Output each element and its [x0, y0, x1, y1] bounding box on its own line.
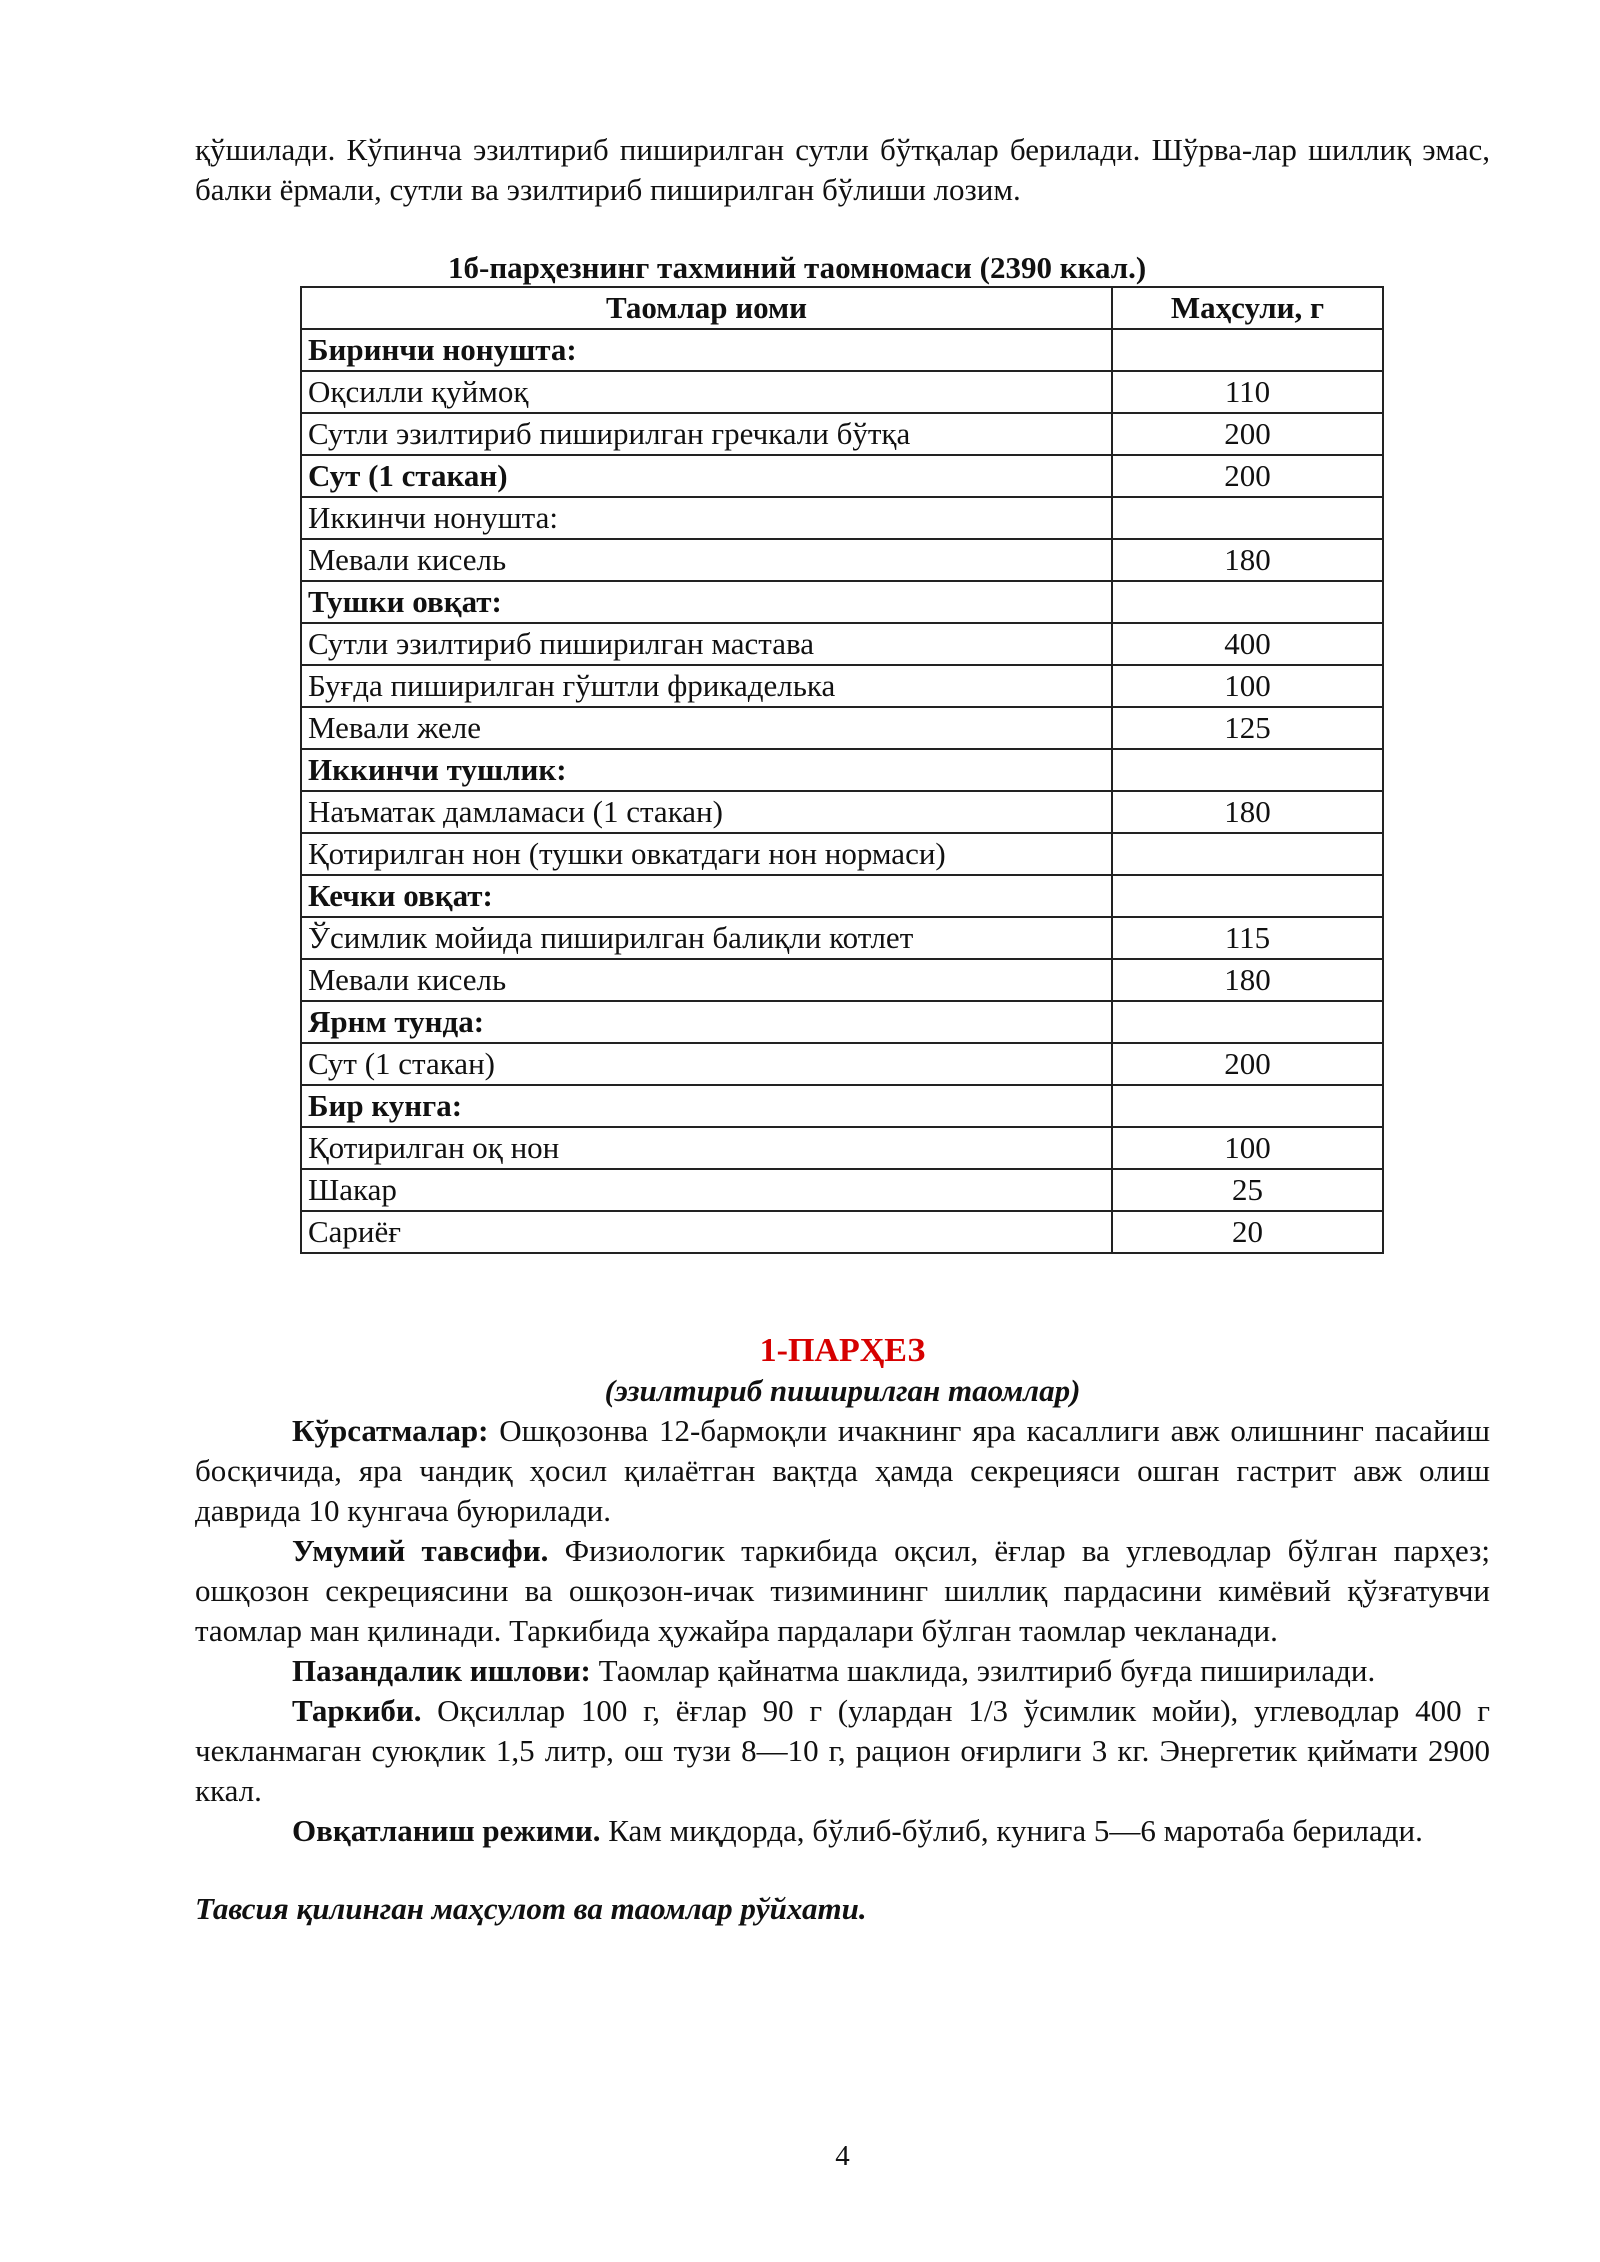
amount-cell: 180 [1112, 791, 1383, 833]
amount-cell: 25 [1112, 1169, 1383, 1211]
composition-label: Таркиби. [292, 1693, 422, 1728]
dish-name-cell: Биринчи нонушта: [301, 329, 1112, 371]
amount-cell: 200 [1112, 413, 1383, 455]
general-text: Физиологик таркибида оқсил, ёғлар ва углеводлар бўлган парҳез; ошқозон секрециясини ва ошқозон-ичак тизимининг шиллиқ пардасини кимёвий қўзғатувчи таомлар ман қилинади. Таркибида ҳужайра пардалари бўлган таомлар чекланади. [195, 1533, 1490, 1648]
amount-cell [1112, 749, 1383, 791]
cooking-text: Таомлар қайнатма шаклида, эзилтириб буғда пиширилади. [590, 1653, 1376, 1688]
document-page [195, 130, 1490, 1929]
composition-text: Оқсиллар 100 г, ёғлар 90 г (улардан 1/3 ўсимлик мойи), углеводлар 400 г чекланмаган суюқлик 1,5 литр, ош тузи 8—10 г, рацион оғирлиги 3 кг. Энергетик қиймати 2900 ккал. [195, 1693, 1490, 1808]
regime-text: Кам миқдорда, бўлиб-бўлиб, кунига 5—6 маротаба берилади. [600, 1813, 1423, 1848]
dish-name-cell: Сут (1 стакан) [301, 455, 1112, 497]
table-row [301, 623, 1383, 665]
table-row [301, 497, 1383, 539]
table-row [301, 749, 1383, 791]
dish-name-cell: Бир кунга: [301, 1085, 1112, 1127]
cooking-paragraph [195, 1651, 1490, 1691]
dish-name-cell: Мевали кисель [301, 959, 1112, 1001]
amount-cell [1112, 1001, 1383, 1043]
table-row [301, 1085, 1383, 1127]
amount-cell: 200 [1112, 1043, 1383, 1085]
table-row [301, 959, 1383, 1001]
table-row [301, 581, 1383, 623]
dish-name-cell: Иккинчи нонушта: [301, 497, 1112, 539]
amount-cell: 115 [1112, 917, 1383, 959]
amount-cell: 125 [1112, 707, 1383, 749]
dish-name-cell: Оқсилли қуймоқ [301, 371, 1112, 413]
table-row [301, 455, 1383, 497]
table-row [301, 371, 1383, 413]
indications-text: Ошқозонва 12-бармоқли ичакнинг яра касаллиги авж олишнинг пасайиш босқичида, яра чандиқ ҳосил қилаётган вақтда ҳамда секрецияси ошган гастрит авж олиш даврида 10 кунгача буюрилади. [195, 1413, 1490, 1528]
table-row [301, 329, 1383, 371]
dish-name-cell: Иккинчи тушлик: [301, 749, 1112, 791]
table-row [301, 707, 1383, 749]
table-row [301, 665, 1383, 707]
table-row [301, 791, 1383, 833]
amount-cell: 180 [1112, 959, 1383, 1001]
amount-cell: 100 [1112, 665, 1383, 707]
table-row [301, 1169, 1383, 1211]
table-row [301, 917, 1383, 959]
menu-table [300, 286, 1384, 1254]
dish-name-cell: Сутли эзилтириб пиширилган гречкали бўтқа [301, 413, 1112, 455]
dish-name-cell: Қотирилган оқ нон [301, 1127, 1112, 1169]
dish-name-cell: Қотирилган нон (тушки овкатдаги нон нормаси) [301, 833, 1112, 875]
section-title: 1-ПАРҲЕЗ [759, 1332, 926, 1369]
general-paragraph [195, 1531, 1490, 1651]
list-heading: Тавсия қилинган маҳсулот ва таомлар рўйхати. [195, 1891, 867, 1926]
table-row [301, 1043, 1383, 1085]
dish-name-cell: Шакар [301, 1169, 1112, 1211]
table-row [301, 1127, 1383, 1169]
table-row [301, 833, 1383, 875]
table-row [301, 875, 1383, 917]
table-row [301, 539, 1383, 581]
amount-cell [1112, 497, 1383, 539]
intro-paragraph: қўшилади. Кўпинча эзилтириб пиширилган сутли бўтқалар берилади. Шўрва-лар шиллиқ эмас, балки ёрмали, сутли ва эзилтириб пиширилган бўлиши лозим. [195, 132, 1490, 207]
table-caption: 1б-парҳезнинг тахминий таомномаси (2390 ккал.) [448, 250, 1147, 285]
general-label: Умумий тавсифи. [292, 1533, 549, 1568]
composition-paragraph [195, 1691, 1490, 1811]
dish-name-cell: Сут (1 стакан) [301, 1043, 1112, 1085]
dish-name-cell: Мевали кисель [301, 539, 1112, 581]
dish-name-cell: Сутли эзилтириб пиширилган мастава [301, 623, 1112, 665]
amount-cell [1112, 1085, 1383, 1127]
table-row [301, 1211, 1383, 1253]
amount-cell [1112, 875, 1383, 917]
header-amount: Маҳсули, г [1112, 287, 1383, 329]
amount-cell [1112, 581, 1383, 623]
amount-cell: 100 [1112, 1127, 1383, 1169]
regime-label: Овқатланиш режими. [292, 1813, 601, 1848]
amount-cell: 400 [1112, 623, 1383, 665]
table-row [301, 1001, 1383, 1043]
dish-name-cell: Ярнм тунда: [301, 1001, 1112, 1043]
amount-cell: 200 [1112, 455, 1383, 497]
dish-name-cell: Сариёғ [301, 1211, 1112, 1253]
section-subtitle: (эзилтириб пиширилган таомлар) [604, 1373, 1081, 1408]
page-number: 4 [835, 2140, 850, 2172]
indications-label: Кўрсатмалар: [292, 1413, 489, 1448]
amount-cell: 180 [1112, 539, 1383, 581]
dish-name-cell: Кечки овқат: [301, 875, 1112, 917]
table-row [301, 413, 1383, 455]
header-dish-name: Таомлар иоми [301, 287, 1112, 329]
indications-paragraph [195, 1411, 1490, 1531]
dish-name-cell: Тушки овқат: [301, 581, 1112, 623]
table-body [301, 329, 1383, 1253]
amount-cell: 20 [1112, 1211, 1383, 1253]
dish-name-cell: Наъматак дамламаси (1 стакан) [301, 791, 1112, 833]
amount-cell: 110 [1112, 371, 1383, 413]
amount-cell [1112, 329, 1383, 371]
dish-name-cell: Мевали желе [301, 707, 1112, 749]
regime-paragraph [195, 1811, 1490, 1851]
cooking-label: Пазандалик ишлови: [292, 1653, 591, 1688]
table-header-row [301, 287, 1383, 329]
dish-name-cell: Ўсимлик мойида пиширилган балиқли котлет [301, 917, 1112, 959]
dish-name-cell: Буғда пиширилган гўштли фрикаделька [301, 665, 1112, 707]
amount-cell [1112, 833, 1383, 875]
